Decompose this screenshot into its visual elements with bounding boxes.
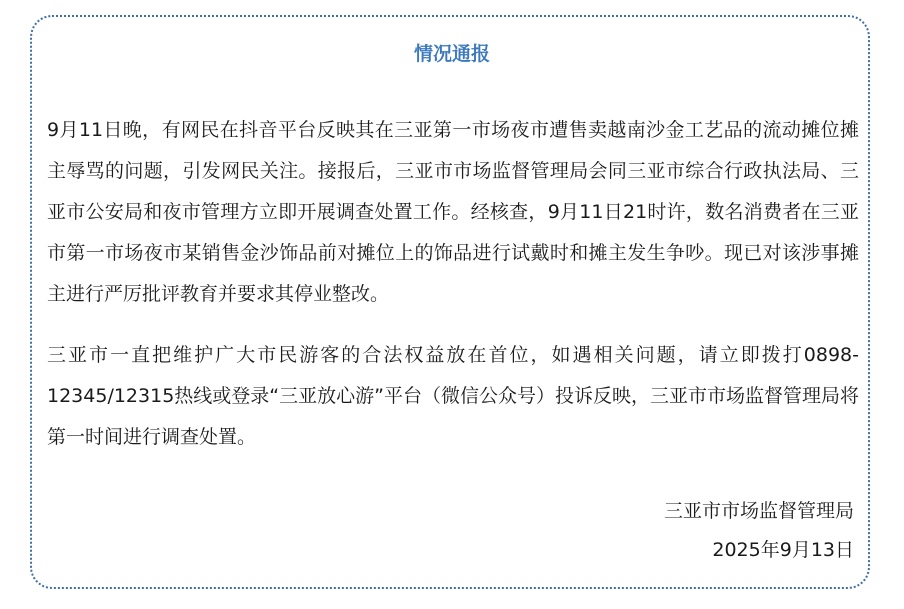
notice-paragraph-1: 9月11日晚，有网民在抖音平台反映其在三亚第一市场夜市遭售卖越南沙金工艺品的流动摊位摊主辱骂的问题，引发网民关注。接报后，三亚市市场监督管理局会同三亚市综合行政执法局、三亚市公安局和夜市管理方立即开展调查处置工作。经核查，9月11日21时许，数名消费者在三亚市第一市场夜市某销售金沙饰品前对摊位上的饰品进行试戴时和摊主发生争吵。现已对该涉事摊主进行严厉批评教育并要求其停业整改。 bbox=[47, 119, 859, 305]
signature-date: 2025年9月13日 bbox=[712, 539, 854, 561]
signature-organization: 三亚市市场监督管理局 bbox=[663, 500, 854, 522]
notice-title: 情况通报 bbox=[413, 43, 490, 65]
notice-paragraph-2: 三亚市一直把维护广大市民游客的合法权益放在首位，如遇相关问题，请立即拨打0898-12345/12315热线或登录“三亚放心游”平台（微信公众号）投诉反映，三亚市市场监督管理局将第一时间进行调查处置。 bbox=[47, 344, 859, 448]
